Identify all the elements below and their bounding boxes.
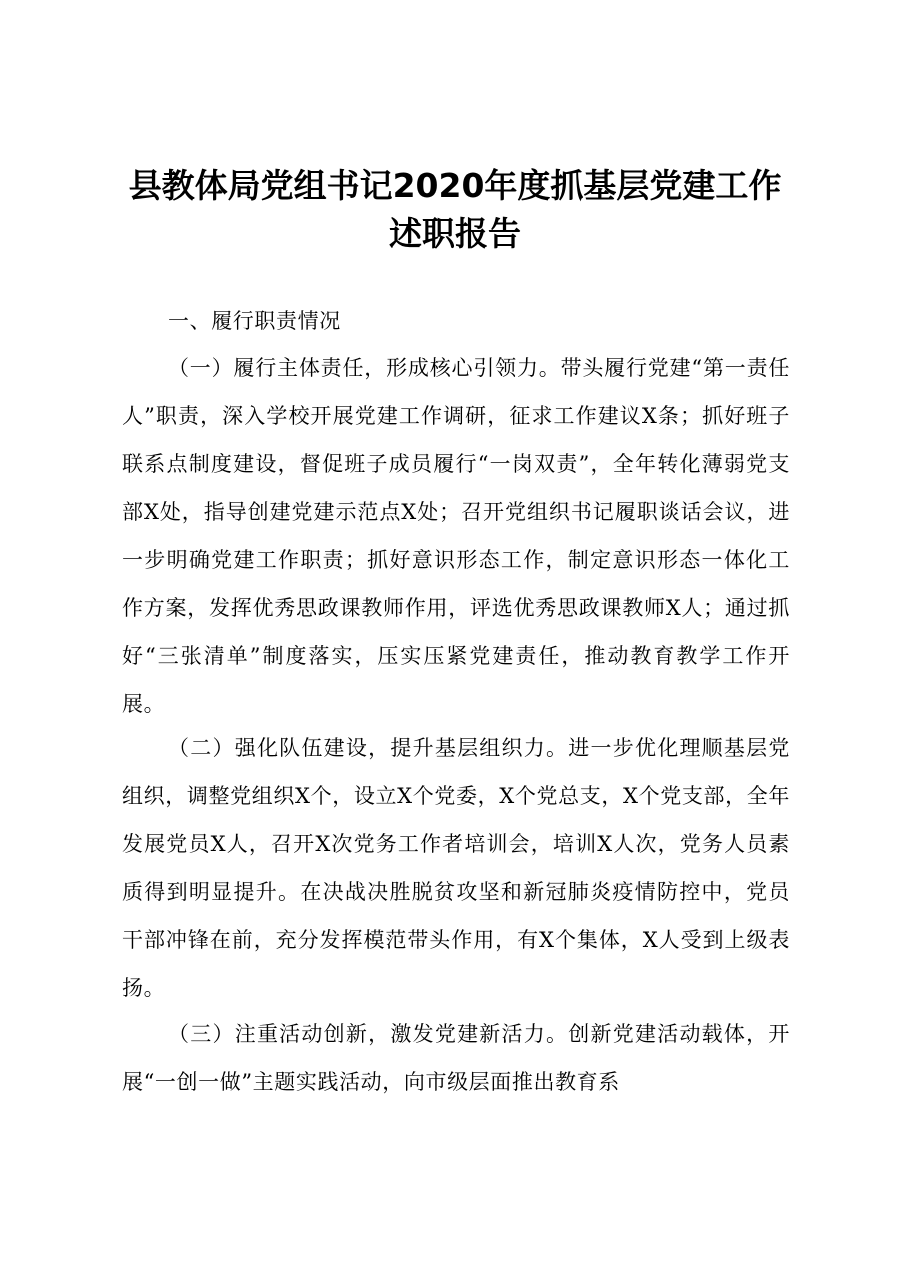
paragraph-2: （二）强化队伍建设，提升基层组织力。进一步优化理顺基层党组织，调整党组织X个，设立X个党委，X个党总支，X个党支部，全年发展党员X人，召开X次党务工作者培训会，培训X人次，党务人员素质得到明显提升。在决战决胜脱贫攻坚和新冠肺炎疫情防控中，党员干部冲锋在前，充分发挥模范带头作用，有X个集体，X人受到上级表扬。: [122, 736, 790, 1000]
section-heading: 一、履行职责情况: [168, 309, 341, 333]
document-title: [100, 162, 810, 258]
title-line-1: 县教体局党组书记2020年度抓基层党建工作: [128, 166, 782, 205]
paragraph-1: （一）履行主体责任，形成核心引领力。带头履行党建“第一责任人”职责，深入学校开展党建工作调研，征求工作建议X条；抓好班子联系点制度建设，督促班子成员履行“一岗双责”，全年转化薄弱党支部X处，指导创建党建示范点X处；召开党组织书记履职谈话会议，进一步明确党建工作职责；抓好意识形态工作，制定意识形态一体化工作方案，发挥优秀思政课教师作用，评选优秀思政课教师X人；通过抓好“三张清单”制度落实，压实压紧党建责任，推动教育教学工作开展。: [122, 356, 790, 716]
paragraph-3: （三）注重活动创新，激发党建新活力。创新党建活动载体，开展“一创一做”主题实践活动，向市级层面推出教育系: [122, 1022, 790, 1094]
title-line-2: 述职报告: [389, 214, 521, 253]
